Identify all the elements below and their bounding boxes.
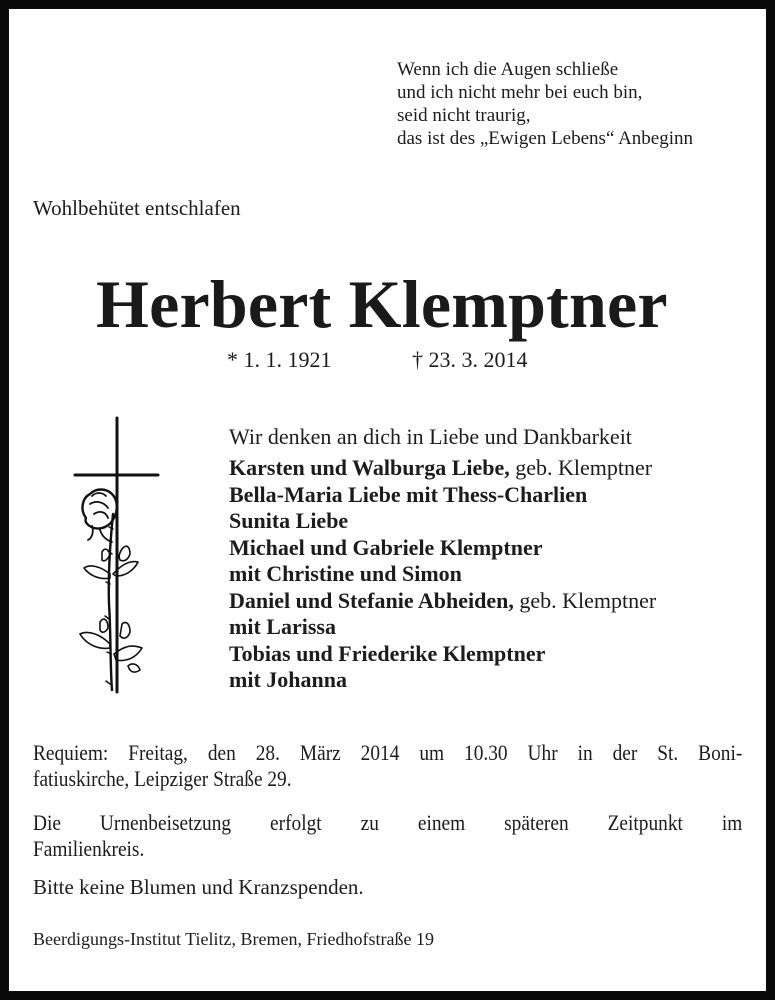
family-lead-text: Wir denken an dich in Liebe und Dankbarkeit <box>229 424 632 449</box>
cross-with-rose-icon <box>70 414 170 698</box>
member-name: mit Larissa <box>229 614 336 639</box>
member-name: Bella-Maria Liebe mit Thess-Charlien <box>229 481 588 507</box>
urn-line: Die Urnenbeisetzung erfolgt zu einem späteren Zeitpunkt im <box>33 810 743 835</box>
family-member <box>229 667 656 694</box>
death-date: † 23. 3. 2014 <box>412 347 528 372</box>
requiem-line: fatiuskirche, Leipziger Straße 29. <box>33 766 292 791</box>
urn-line: Familienkreis. <box>33 836 145 861</box>
family-member <box>229 535 656 562</box>
birth-date: * 1. 1. 1921 <box>227 347 332 372</box>
member-name: mit Johanna <box>229 667 347 692</box>
member-name: Michael und Gabriele Klemptner <box>229 534 543 560</box>
requiem-line: Requiem: Freitag, den 28. März 2014 um 10.30 Uhr in der St. Boni- <box>33 740 743 765</box>
member-note: geb. Klemptner <box>513 587 657 613</box>
member-name: Daniel und Stefanie Abheiden, <box>229 587 514 613</box>
member-name: Sunita Liebe <box>229 508 349 533</box>
deceased-name: Herbert Klemptner <box>96 266 668 342</box>
member-name: mit Christine und Simon <box>229 561 462 586</box>
poem-line: seid nicht traurig, <box>397 105 531 126</box>
family-member <box>229 641 656 668</box>
no-flowers-note: Bitte keine Blumen und Kranzspenden. <box>33 875 364 899</box>
intro-text: Wohlbehütet entschlafen <box>33 196 241 220</box>
member-name: Karsten und Walburga Liebe, <box>229 455 510 480</box>
poem-line: Wenn ich die Augen schließe <box>397 59 619 80</box>
urn-burial-info <box>33 810 741 862</box>
family-list <box>229 424 656 694</box>
family-member <box>229 455 656 482</box>
poem <box>397 58 693 150</box>
member-note: geb. Klemptner <box>509 455 653 480</box>
family-member <box>229 482 656 509</box>
family-member <box>229 561 656 588</box>
family-member <box>229 508 656 535</box>
member-name: Tobias und Friederike Klemptner <box>229 640 546 666</box>
requiem-info <box>33 740 741 792</box>
poem-line: und ich nicht mehr bei euch bin, <box>397 82 643 103</box>
family-member <box>229 614 656 641</box>
family-member <box>229 588 656 615</box>
poem-line: das ist des „Ewigen Lebens“ Anbeginn <box>397 128 694 149</box>
funeral-home: Beerdigungs-Institut Tielitz, Bremen, Friedhofstraße 19 <box>33 929 434 949</box>
